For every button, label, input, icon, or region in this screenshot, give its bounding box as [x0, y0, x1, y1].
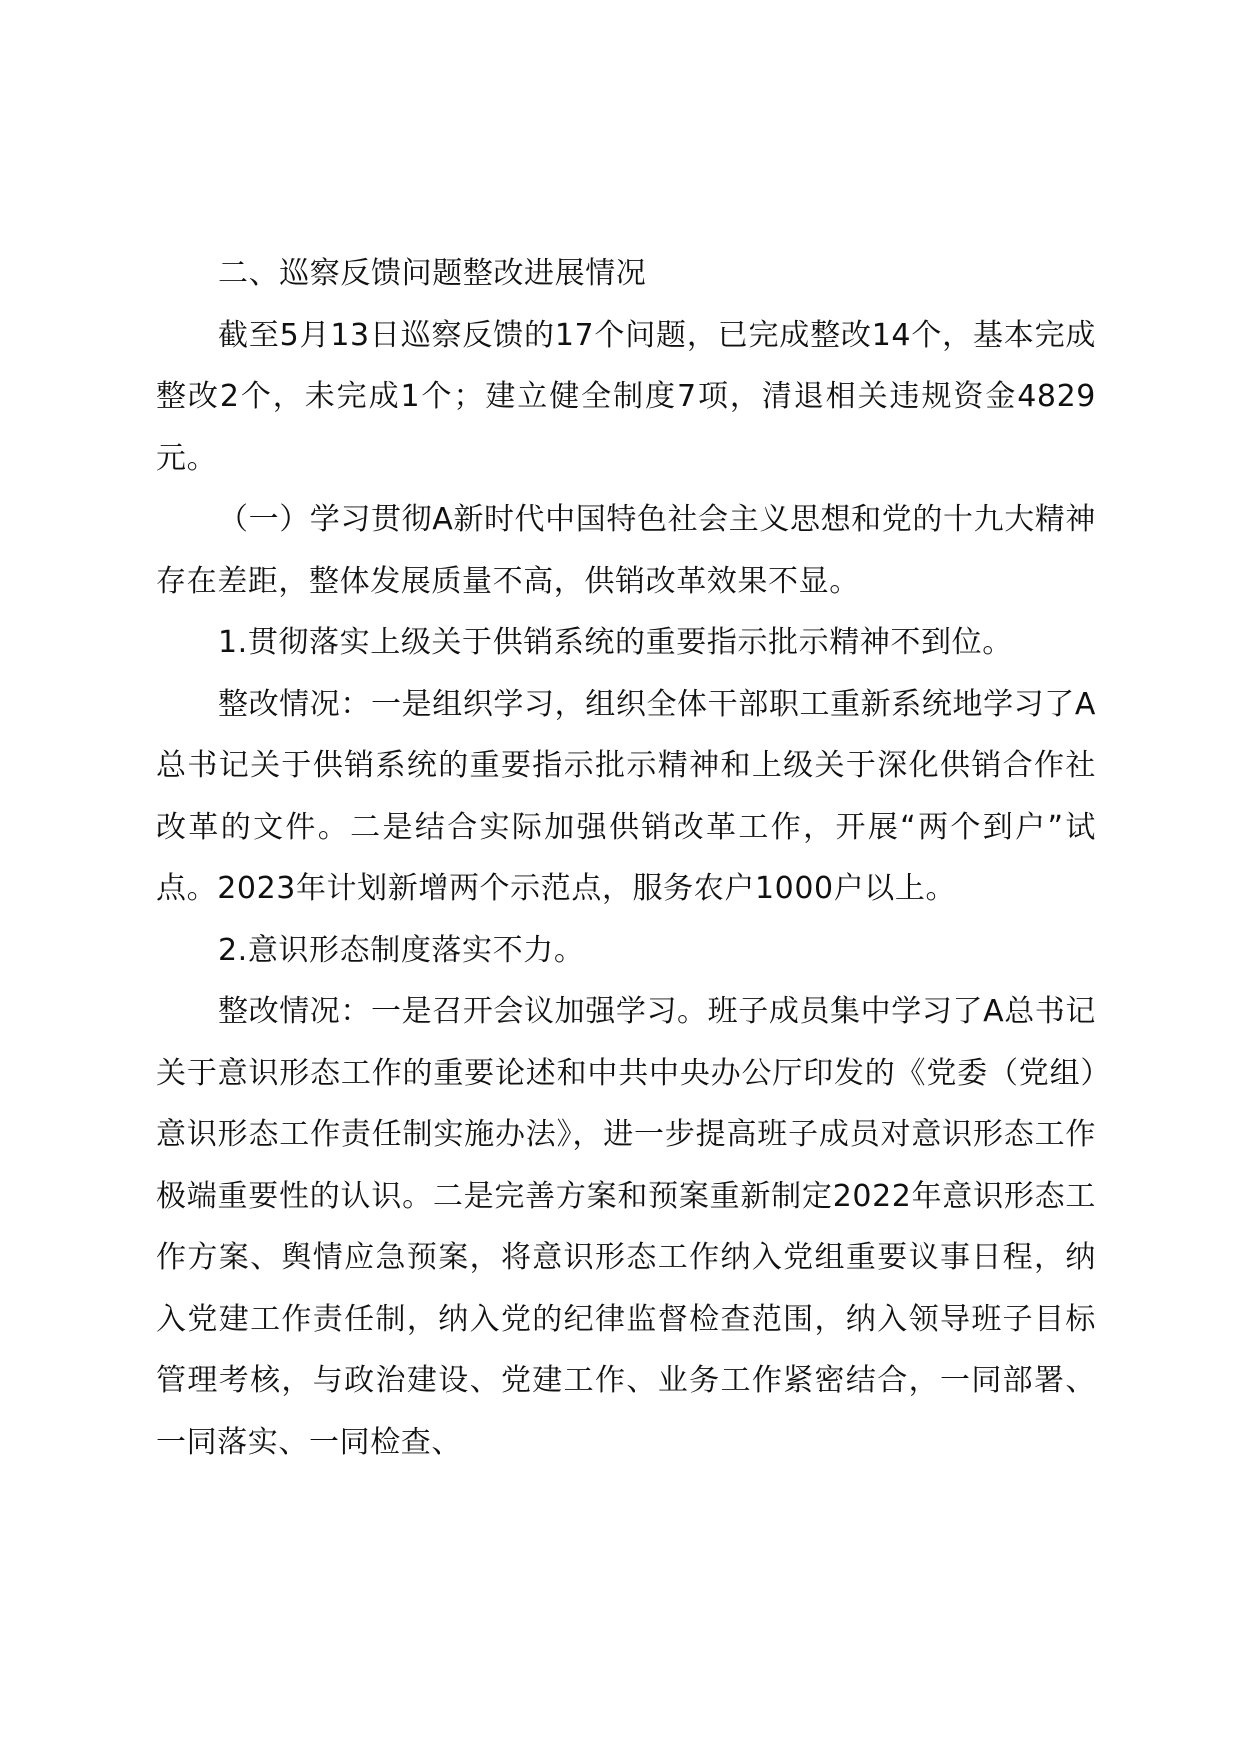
- document-body: [156, 243, 1096, 1473]
- rectification-paragraph-2: 整改情况：一是召开会议加强学习。班子成员集中学习了A总书记关于意识形态工作的重要论述和中共中央办公厅印发的《党委（党组）意识形态工作责任制实施办法》，进一步提高班子成员对意识形态工作极端重要性的认识。二是完善方案和预案重新制定2022年意识形态工作方案、舆情应急预案，将意识形态工作纳入党组重要议事日程，纳入党建工作责任制，纳入党的纪律监督检查范围，纳入领导班子目标管理考核，与政治建设、党建工作、业务工作紧密结合，一同部署、一同落实、一同检查、: [156, 994, 1096, 1460]
- subsection-heading: （一）学习贯彻A新时代中国特色社会主义思想和党的十九大精神存在差距，整体发展质量不高，供销改革效果不显。: [156, 502, 1096, 599]
- summary-paragraph: 截至5月13日巡察反馈的17个问题，已完成整改14个，基本完成整改2个，未完成1个；建立健全制度7项，清退相关违规资金4829元。: [156, 317, 1096, 476]
- section-heading: 二、巡察反馈问题整改进展情况: [218, 256, 647, 291]
- item-heading-2: 2.意识形态制度落实不力。: [218, 932, 585, 968]
- item-heading-1: 1.贯彻落实上级关于供销系统的重要指示批示精神不到位。: [218, 625, 1013, 660]
- rectification-paragraph-1: 整改情况：一是组织学习，组织全体干部职工重新系统地学习了A总书记关于供销系统的重要指示批示精神和上级关于深化供销合作社改革的文件。二是结合实际加强供销改革工作，开展“两个到户”试点。2023年计划新增两个示范点，服务农户1000户以上。: [156, 686, 1096, 906]
